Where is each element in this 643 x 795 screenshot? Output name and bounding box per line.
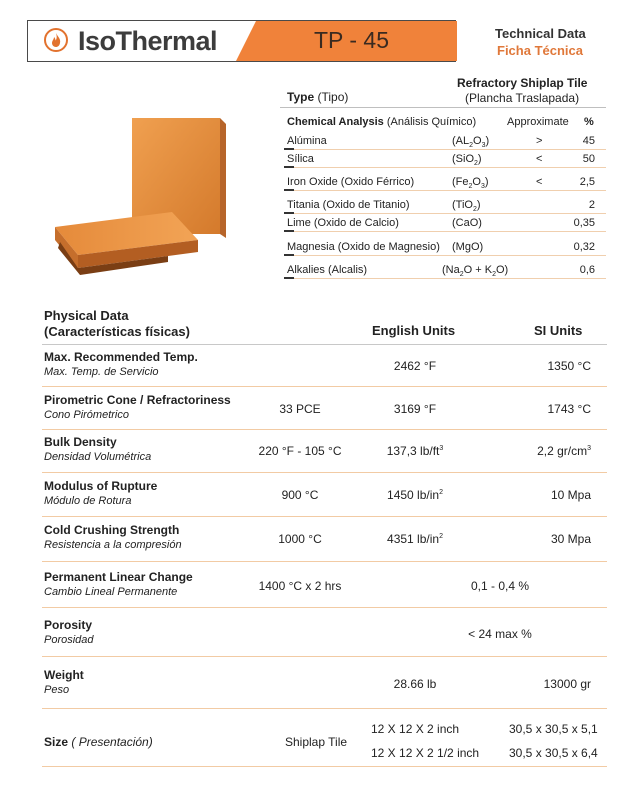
chem-row-marker xyxy=(284,166,294,168)
header-divider xyxy=(42,344,607,345)
property-subtitle: Densidad Volumétrica xyxy=(44,451,152,463)
chem-value: 45 xyxy=(582,135,595,147)
row-divider xyxy=(42,429,607,430)
chem-row-marker xyxy=(284,148,294,150)
property-title: Porosity xyxy=(44,618,93,632)
chem-formula: (CaO) xyxy=(452,217,482,229)
property-subtitle: Max. Temp. de Servicio xyxy=(44,366,159,378)
chem-operator: > xyxy=(536,135,543,147)
chem-value: 2 xyxy=(588,199,595,211)
chem-row-marker xyxy=(284,189,294,191)
chem-row-divider xyxy=(284,255,606,256)
chem-row-marker xyxy=(284,230,294,232)
chem-name: Iron Oxide (Oxido Férrico) xyxy=(287,176,415,188)
english-value: 1450 $lb/in^2$ xyxy=(387,488,443,502)
size-si-2: 30,5 x 30,5 x 6,4 xyxy=(509,746,598,760)
size-divider xyxy=(42,766,607,767)
chem-name: Lime (Oxido de Calcio) xyxy=(287,217,399,229)
property-title: Bulk Density xyxy=(44,435,117,449)
row-divider xyxy=(42,516,607,517)
chem-value: 50 xyxy=(582,153,595,165)
row-divider xyxy=(42,607,607,608)
type-value: Refractory Shiplap Tile xyxy=(457,76,588,90)
chem-operator: < xyxy=(536,176,543,188)
chem-formula: $(AL_2O_3)$ xyxy=(452,135,490,150)
product-code: TP - 45 xyxy=(314,27,389,53)
property-title: Cold Crushing Strength xyxy=(44,523,180,537)
row-divider xyxy=(42,386,607,387)
chem-formula: $(Fe_2O_3)$ xyxy=(452,176,489,191)
chem-row-marker xyxy=(284,212,294,214)
chem-row-divider xyxy=(284,167,606,168)
shiplap-tile-image xyxy=(50,112,240,282)
si-value: 10 Mpa xyxy=(550,488,591,502)
physical-title-es: (Características físicas) xyxy=(44,324,190,339)
si-value: 1350 °C xyxy=(547,359,591,373)
chem-row-divider xyxy=(284,231,606,232)
test-condition: 1000 °C xyxy=(278,532,322,546)
header-bar xyxy=(27,20,456,62)
chem-name: Sílica xyxy=(287,153,314,165)
english-value: 4351 $lb/in^2$ xyxy=(387,532,443,546)
si-value: 2,2 $gr/cm^3$ xyxy=(537,444,591,458)
chem-row-divider xyxy=(284,149,606,150)
chem-value: 0,32 xyxy=(573,241,595,253)
chem-operator: < xyxy=(536,153,543,165)
size-english-2: 12 X 12 X 2 1/2 inch xyxy=(371,746,480,760)
property-subtitle: Porosidad xyxy=(44,634,94,646)
chem-row-divider xyxy=(284,190,606,191)
chem-row-marker xyxy=(284,277,294,279)
english-value: 28.66 lb xyxy=(393,677,437,691)
test-condition: 900 °C xyxy=(281,488,319,502)
size-row-title: Size ( Presentación) xyxy=(44,735,153,749)
percent-header: % xyxy=(584,116,594,128)
chem-name: Titania (Oxido de Titanio) xyxy=(287,199,410,211)
si-units-header: SI Units xyxy=(534,323,583,338)
approx-header: Approximate xyxy=(507,116,569,128)
combined-value: 0,1 - 0,4 % xyxy=(470,579,530,593)
brand-name: IsoThermal xyxy=(78,26,218,56)
chemical-header: Chemical Analysis (Análisis Químico) xyxy=(287,116,477,128)
si-value: 30 Mpa xyxy=(550,532,591,546)
property-title: Max. Recommended Temp. xyxy=(44,350,198,364)
row-divider xyxy=(42,708,607,709)
chem-name: Magnesia (Oxido de Magnesio) xyxy=(287,241,440,253)
physical-title: Physical Data xyxy=(44,308,129,323)
property-subtitle: Cono Pirómetrico xyxy=(44,409,129,421)
english-value: 3169 °F xyxy=(393,402,437,416)
chem-value: 0,6 xyxy=(579,264,595,276)
property-subtitle: Peso xyxy=(44,684,70,696)
test-condition: 220 °F - 105 °C xyxy=(258,444,342,458)
property-title: Modulus of Rupture xyxy=(44,479,158,493)
test-condition: 1400 °C x 2 hrs xyxy=(258,579,342,593)
doc-title: Technical Data xyxy=(495,26,586,41)
combined-value: < 24 max % xyxy=(468,627,532,641)
type-label: Type (Tipo) xyxy=(287,90,349,104)
chem-formula: (TiO$_2$) xyxy=(452,199,481,214)
chem-name: Alúmina xyxy=(287,135,327,147)
chem-formula: $(Na_2O + K_2O)$ xyxy=(442,264,509,279)
property-title: Permanent Linear Change xyxy=(44,570,193,584)
row-divider xyxy=(42,561,607,562)
chem-row-marker xyxy=(284,254,294,256)
row-divider xyxy=(42,472,607,473)
size-english-1: 12 X 12 X 2 inch xyxy=(371,722,460,736)
type-value-es: (Plancha Traslapada) xyxy=(465,91,580,105)
english-units-header: English Units xyxy=(372,323,456,338)
property-title: Pirometric Cone / Refractoriness xyxy=(44,393,231,407)
type-divider xyxy=(280,107,606,108)
si-value: 1743 °C xyxy=(547,402,591,416)
property-subtitle: Resistencia a la compresión xyxy=(44,539,182,551)
chem-row-divider xyxy=(284,213,606,214)
size-si-1: 30,5 x 30,5 x 5,1 xyxy=(509,722,598,736)
english-value: 137,3 $lb/ft^3$ xyxy=(386,444,444,458)
chem-formula: (MgO) xyxy=(452,241,484,253)
chem-row-divider xyxy=(284,278,606,279)
si-value: 13000 gr xyxy=(543,677,591,691)
chem-value: 0,35 xyxy=(573,217,595,229)
test-condition: 33 PCE xyxy=(279,402,321,416)
property-subtitle: Módulo de Rotura xyxy=(44,495,132,507)
property-subtitle: Cambio Lineal Permanente xyxy=(44,586,178,598)
chem-name: Alkalies (Alcalis) xyxy=(287,264,368,276)
flame-logo-icon xyxy=(44,28,68,52)
property-title: Weight xyxy=(44,668,84,682)
english-value: 2462 °F xyxy=(393,359,437,373)
chem-value: 2,5 xyxy=(579,176,595,188)
size-condition: Shiplap Tile xyxy=(285,735,348,749)
row-divider xyxy=(42,656,607,657)
doc-title-es: Ficha Técnica xyxy=(497,43,583,58)
chem-formula: (SiO$_2$) xyxy=(452,153,482,168)
